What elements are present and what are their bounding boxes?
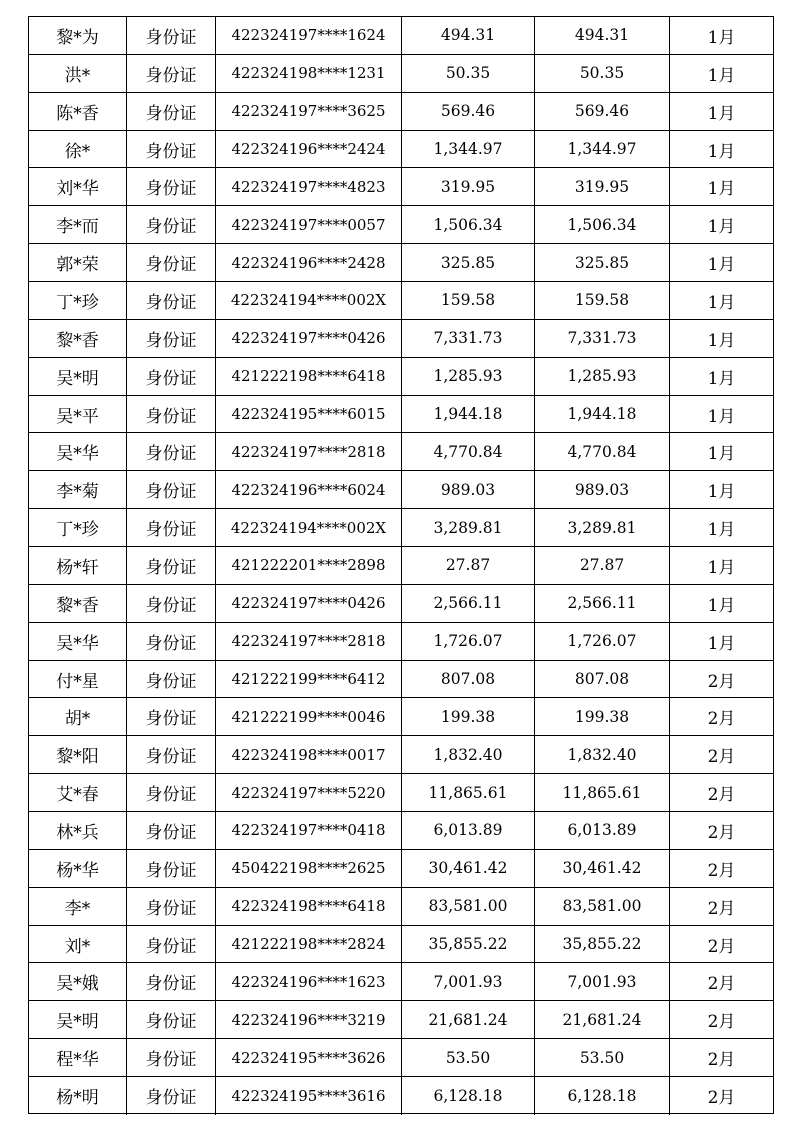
name-cell: 付*星 — [29, 661, 127, 698]
amount-cell: 159.58 — [402, 282, 535, 319]
name-cell: 吴*明 — [29, 358, 127, 395]
name-cell: 胡* — [29, 698, 127, 735]
name-cell: 黎*阳 — [29, 736, 127, 773]
table-row — [29, 17, 773, 55]
id-type-cell: 身份证 — [127, 623, 216, 660]
id-number-cell: 421222199****6412 — [216, 661, 402, 698]
table-row — [29, 661, 773, 699]
id-number-cell: 422324197****1624 — [216, 17, 402, 54]
id-type-cell: 身份证 — [127, 661, 216, 698]
amount-paid-cell: 1,726.07 — [535, 623, 670, 660]
month-cell: 1月 — [707, 595, 736, 616]
table-row — [29, 320, 773, 358]
name-cell: 徐* — [29, 131, 127, 168]
amount-paid-cell: 1,285.93 — [535, 358, 670, 395]
id-type-cell: 身份证 — [127, 812, 216, 849]
amount-cell: 11,865.61 — [402, 774, 535, 811]
id-type-cell: 身份证 — [127, 850, 216, 887]
name-cell: 林*兵 — [29, 812, 127, 849]
amount-paid-cell: 53.50 — [535, 1039, 670, 1076]
amount-paid-cell: 35,855.22 — [535, 926, 670, 963]
table-row — [29, 433, 773, 471]
amount-cell: 83,581.00 — [402, 888, 535, 925]
month-cell: 2月 — [707, 671, 736, 692]
id-type-cell: 身份证 — [127, 888, 216, 925]
amount-paid-cell: 1,944.18 — [535, 396, 670, 433]
id-type-cell: 身份证 — [127, 1077, 216, 1115]
amount-cell: 4,770.84 — [402, 433, 535, 470]
month-cell: 1月 — [707, 368, 736, 389]
id-number-cell: 422324196****2424 — [216, 131, 402, 168]
table-row — [29, 812, 773, 850]
id-number-cell: 422324195****3626 — [216, 1039, 402, 1076]
name-cell: 郭*荣 — [29, 244, 127, 281]
month-cell: 1月 — [707, 255, 736, 276]
name-cell: 丁*珍 — [29, 509, 127, 546]
table-row — [29, 547, 773, 585]
amount-paid-cell: 569.46 — [535, 93, 670, 130]
amount-cell: 807.08 — [402, 661, 535, 698]
amount-paid-cell: 30,461.42 — [535, 850, 670, 887]
amount-paid-cell: 1,506.34 — [535, 206, 670, 243]
table-row — [29, 850, 773, 888]
table-row — [29, 736, 773, 774]
name-cell: 吴*明 — [29, 1001, 127, 1038]
month-cell: 2月 — [707, 1088, 736, 1109]
amount-cell: 199.38 — [402, 698, 535, 735]
name-cell: 杨*轩 — [29, 547, 127, 584]
id-number-cell: 422324196****2428 — [216, 244, 402, 281]
id-number-cell: 422324197****2818 — [216, 433, 402, 470]
table-row — [29, 698, 773, 736]
amount-cell: 21,681.24 — [402, 1001, 535, 1038]
table-row — [29, 509, 773, 547]
month-cell: 1月 — [707, 217, 736, 238]
name-cell: 丁*珍 — [29, 282, 127, 319]
amount-cell: 1,944.18 — [402, 396, 535, 433]
amount-cell: 989.03 — [402, 471, 535, 508]
name-cell: 刘*华 — [29, 168, 127, 205]
month-cell: 1月 — [707, 179, 736, 200]
id-type-cell: 身份证 — [127, 698, 216, 735]
amount-cell: 6,128.18 — [402, 1077, 535, 1115]
id-number-cell: 421222198****2824 — [216, 926, 402, 963]
table-row — [29, 585, 773, 623]
month-cell: 2月 — [707, 936, 736, 957]
month-cell: 1月 — [707, 330, 736, 351]
name-cell: 杨*华 — [29, 850, 127, 887]
amount-cell: 1,726.07 — [402, 623, 535, 660]
name-cell: 程*华 — [29, 1039, 127, 1076]
name-cell: 李*菊 — [29, 471, 127, 508]
id-type-cell: 身份证 — [127, 358, 216, 395]
amount-cell: 494.31 — [402, 17, 535, 54]
amount-cell: 319.95 — [402, 168, 535, 205]
table-row — [29, 396, 773, 434]
month-cell: 1月 — [707, 444, 736, 465]
table-row — [29, 963, 773, 1001]
amount-paid-cell: 494.31 — [535, 17, 670, 54]
amount-cell: 50.35 — [402, 55, 535, 92]
month-cell: 1月 — [707, 406, 736, 427]
id-number-cell: 422324194****002X — [216, 509, 402, 546]
amount-cell: 569.46 — [402, 93, 535, 130]
month-cell: 2月 — [707, 822, 736, 843]
month-cell: 2月 — [707, 1050, 736, 1071]
table-row — [29, 282, 773, 320]
id-number-cell: 422324197****0426 — [216, 320, 402, 357]
id-number-cell: 422324197****3625 — [216, 93, 402, 130]
amount-paid-cell: 4,770.84 — [535, 433, 670, 470]
name-cell: 洪* — [29, 55, 127, 92]
amount-paid-cell: 6,013.89 — [535, 812, 670, 849]
id-number-cell: 422324194****002X — [216, 282, 402, 319]
amount-cell: 7,001.93 — [402, 963, 535, 1000]
table-row — [29, 1077, 773, 1115]
id-type-cell: 身份证 — [127, 547, 216, 584]
table-row — [29, 358, 773, 396]
table-row — [29, 93, 773, 131]
id-type-cell: 身份证 — [127, 509, 216, 546]
amount-cell: 2,566.11 — [402, 585, 535, 622]
amount-paid-cell: 2,566.11 — [535, 585, 670, 622]
amount-cell: 6,013.89 — [402, 812, 535, 849]
table-row — [29, 926, 773, 964]
id-type-cell: 身份证 — [127, 963, 216, 1000]
amount-paid-cell: 3,289.81 — [535, 509, 670, 546]
name-cell: 黎*香 — [29, 320, 127, 357]
id-type-cell: 身份证 — [127, 17, 216, 54]
table-row — [29, 131, 773, 169]
id-type-cell: 身份证 — [127, 1001, 216, 1038]
amount-cell: 7,331.73 — [402, 320, 535, 357]
id-type-cell: 身份证 — [127, 396, 216, 433]
month-cell: 2月 — [707, 974, 736, 995]
amount-cell: 325.85 — [402, 244, 535, 281]
month-cell: 2月 — [707, 898, 736, 919]
month-cell: 1月 — [707, 141, 736, 162]
id-number-cell: 421222198****6418 — [216, 358, 402, 395]
amount-cell: 35,855.22 — [402, 926, 535, 963]
amount-paid-cell: 21,681.24 — [535, 1001, 670, 1038]
id-type-cell: 身份证 — [127, 433, 216, 470]
id-type-cell: 身份证 — [127, 471, 216, 508]
amount-cell: 53.50 — [402, 1039, 535, 1076]
amount-paid-cell: 1,832.40 — [535, 736, 670, 773]
id-type-cell: 身份证 — [127, 244, 216, 281]
amount-cell: 1,344.97 — [402, 131, 535, 168]
name-cell: 黎*为 — [29, 17, 127, 54]
id-number-cell: 422324197****5220 — [216, 774, 402, 811]
amount-paid-cell: 6,128.18 — [535, 1077, 670, 1115]
amount-paid-cell: 27.87 — [535, 547, 670, 584]
table-row — [29, 888, 773, 926]
amount-paid-cell: 319.95 — [535, 168, 670, 205]
name-cell: 刘* — [29, 926, 127, 963]
id-number-cell: 422324196****3219 — [216, 1001, 402, 1038]
id-number-cell: 422324198****1231 — [216, 55, 402, 92]
id-type-cell: 身份证 — [127, 55, 216, 92]
month-cell: 2月 — [707, 1012, 736, 1033]
id-number-cell: 422324196****1623 — [216, 963, 402, 1000]
amount-paid-cell: 83,581.00 — [535, 888, 670, 925]
amount-cell: 3,289.81 — [402, 509, 535, 546]
id-type-cell: 身份证 — [127, 926, 216, 963]
table-row — [29, 244, 773, 282]
month-cell: 2月 — [707, 747, 736, 768]
amount-paid-cell: 807.08 — [535, 661, 670, 698]
amount-paid-cell: 199.38 — [535, 698, 670, 735]
month-cell: 2月 — [707, 860, 736, 881]
table-row — [29, 168, 773, 206]
id-type-cell: 身份证 — [127, 320, 216, 357]
id-type-cell: 身份证 — [127, 206, 216, 243]
name-cell: 陈*香 — [29, 93, 127, 130]
name-cell: 艾*春 — [29, 774, 127, 811]
amount-cell: 1,506.34 — [402, 206, 535, 243]
month-cell: 2月 — [707, 785, 736, 806]
id-type-cell: 身份证 — [127, 168, 216, 205]
amount-paid-cell: 11,865.61 — [535, 774, 670, 811]
name-cell: 李*而 — [29, 206, 127, 243]
table-row — [29, 55, 773, 93]
month-cell: 1月 — [707, 520, 736, 541]
table-row — [29, 471, 773, 509]
name-cell: 吴*华 — [29, 623, 127, 660]
id-type-cell: 身份证 — [127, 93, 216, 130]
id-type-cell: 身份证 — [127, 131, 216, 168]
amount-cell: 27.87 — [402, 547, 535, 584]
amount-paid-cell: 989.03 — [535, 471, 670, 508]
id-type-cell: 身份证 — [127, 585, 216, 622]
month-cell: 1月 — [707, 27, 736, 48]
id-number-cell: 422324197****0426 — [216, 585, 402, 622]
table-row — [29, 623, 773, 661]
amount-paid-cell: 325.85 — [535, 244, 670, 281]
table-row — [29, 774, 773, 812]
id-type-cell: 身份证 — [127, 736, 216, 773]
amount-paid-cell: 159.58 — [535, 282, 670, 319]
id-type-cell: 身份证 — [127, 774, 216, 811]
table-row — [29, 1001, 773, 1039]
amount-cell: 1,285.93 — [402, 358, 535, 395]
id-number-cell: 450422198****2625 — [216, 850, 402, 887]
amount-cell: 30,461.42 — [402, 850, 535, 887]
data-table — [28, 16, 774, 1114]
id-number-cell: 422324197****2818 — [216, 623, 402, 660]
name-cell: 李* — [29, 888, 127, 925]
month-cell: 1月 — [707, 103, 736, 124]
name-cell: 吴*华 — [29, 433, 127, 470]
id-number-cell: 421222201****2898 — [216, 547, 402, 584]
month-cell: 1月 — [707, 557, 736, 578]
id-type-cell: 身份证 — [127, 1039, 216, 1076]
id-type-cell: 身份证 — [127, 282, 216, 319]
id-number-cell: 422324197****4823 — [216, 168, 402, 205]
id-number-cell: 422324196****6024 — [216, 471, 402, 508]
amount-paid-cell: 50.35 — [535, 55, 670, 92]
name-cell: 黎*香 — [29, 585, 127, 622]
amount-paid-cell: 7,331.73 — [535, 320, 670, 357]
name-cell: 杨*明 — [29, 1077, 127, 1115]
id-number-cell: 422324197****0057 — [216, 206, 402, 243]
month-cell: 2月 — [707, 709, 736, 730]
id-number-cell: 422324197****0418 — [216, 812, 402, 849]
id-number-cell: 422324195****6015 — [216, 396, 402, 433]
amount-cell: 1,832.40 — [402, 736, 535, 773]
amount-paid-cell: 1,344.97 — [535, 131, 670, 168]
table-row — [29, 1039, 773, 1077]
id-number-cell: 421222199****0046 — [216, 698, 402, 735]
id-number-cell: 422324195****3616 — [216, 1077, 402, 1115]
amount-paid-cell: 7,001.93 — [535, 963, 670, 1000]
table-row — [29, 206, 773, 244]
month-cell: 1月 — [707, 65, 736, 86]
month-cell: 1月 — [707, 633, 736, 654]
id-number-cell: 422324198****0017 — [216, 736, 402, 773]
id-number-cell: 422324198****6418 — [216, 888, 402, 925]
month-cell: 1月 — [707, 292, 736, 313]
name-cell: 吴*平 — [29, 396, 127, 433]
month-cell: 1月 — [707, 482, 736, 503]
name-cell: 吴*娥 — [29, 963, 127, 1000]
